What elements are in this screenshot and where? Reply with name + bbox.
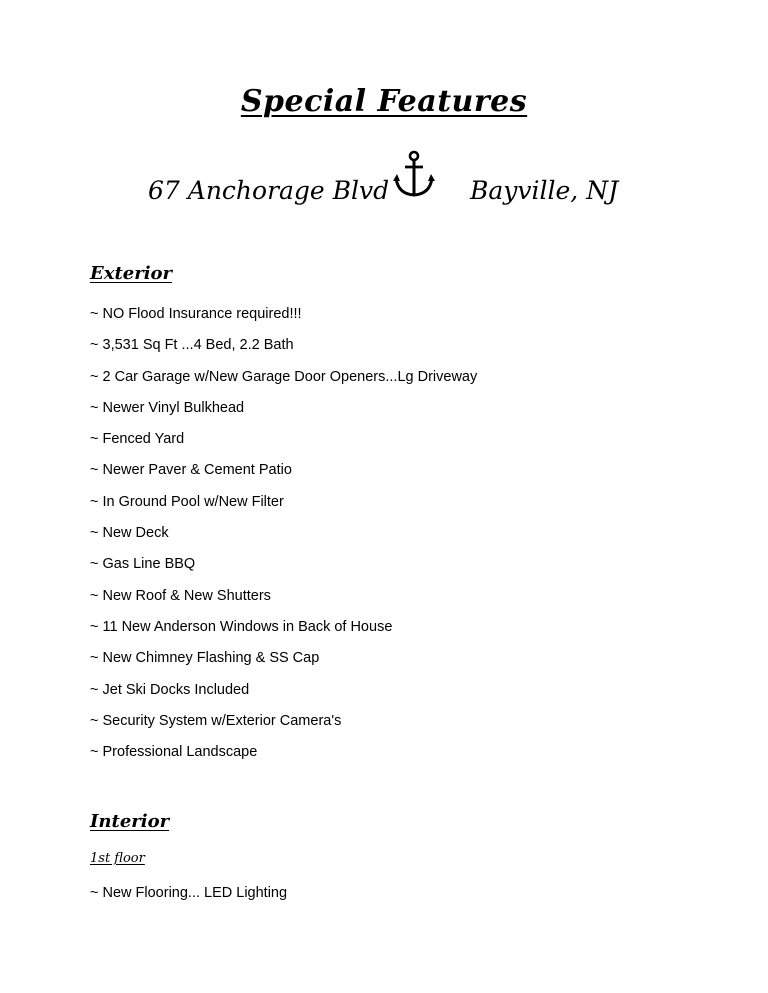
interior-heading: Interior bbox=[90, 811, 170, 832]
list-item: ~ 2 Car Garage w/New Garage Door Openers...Lg Driveway bbox=[90, 367, 477, 398]
list-item: ~ 11 New Anderson Windows in Back of House bbox=[90, 617, 477, 648]
list-item: ~ New Flooring... LED Lighting bbox=[90, 883, 287, 914]
anchor-icon bbox=[392, 150, 436, 200]
list-item: ~ New Roof & New Shutters bbox=[90, 586, 477, 617]
list-item: ~ Jet Ski Docks Included bbox=[90, 680, 477, 711]
list-item: ~ Professional Landscape bbox=[90, 742, 477, 773]
list-item: ~ New Chimney Flashing & SS Cap bbox=[90, 648, 477, 679]
street-address: 67 Anchorage Blvd bbox=[148, 176, 390, 205]
interior-feature-list bbox=[90, 883, 287, 914]
list-item: ~ Gas Line BBQ bbox=[90, 554, 477, 585]
list-item: ~ Newer Vinyl Bulkhead bbox=[90, 398, 477, 429]
page-title: Special Features bbox=[240, 84, 528, 119]
town-address: Bayville, NJ bbox=[470, 176, 619, 205]
list-item: ~ In Ground Pool w/New Filter bbox=[90, 492, 477, 523]
list-item: ~ Newer Paver & Cement Patio bbox=[90, 460, 477, 491]
exterior-heading: Exterior bbox=[90, 263, 173, 284]
exterior-feature-list bbox=[90, 304, 477, 773]
list-item: ~ Fenced Yard bbox=[90, 429, 477, 460]
list-item: ~ New Deck bbox=[90, 523, 477, 554]
list-item: ~ NO Flood Insurance required!!! bbox=[90, 304, 477, 335]
list-item: ~ Security System w/Exterior Camera's bbox=[90, 711, 477, 742]
first-floor-subheading: 1st floor bbox=[90, 851, 145, 866]
list-item: ~ 3,531 Sq Ft ...4 Bed, 2.2 Bath bbox=[90, 335, 477, 366]
